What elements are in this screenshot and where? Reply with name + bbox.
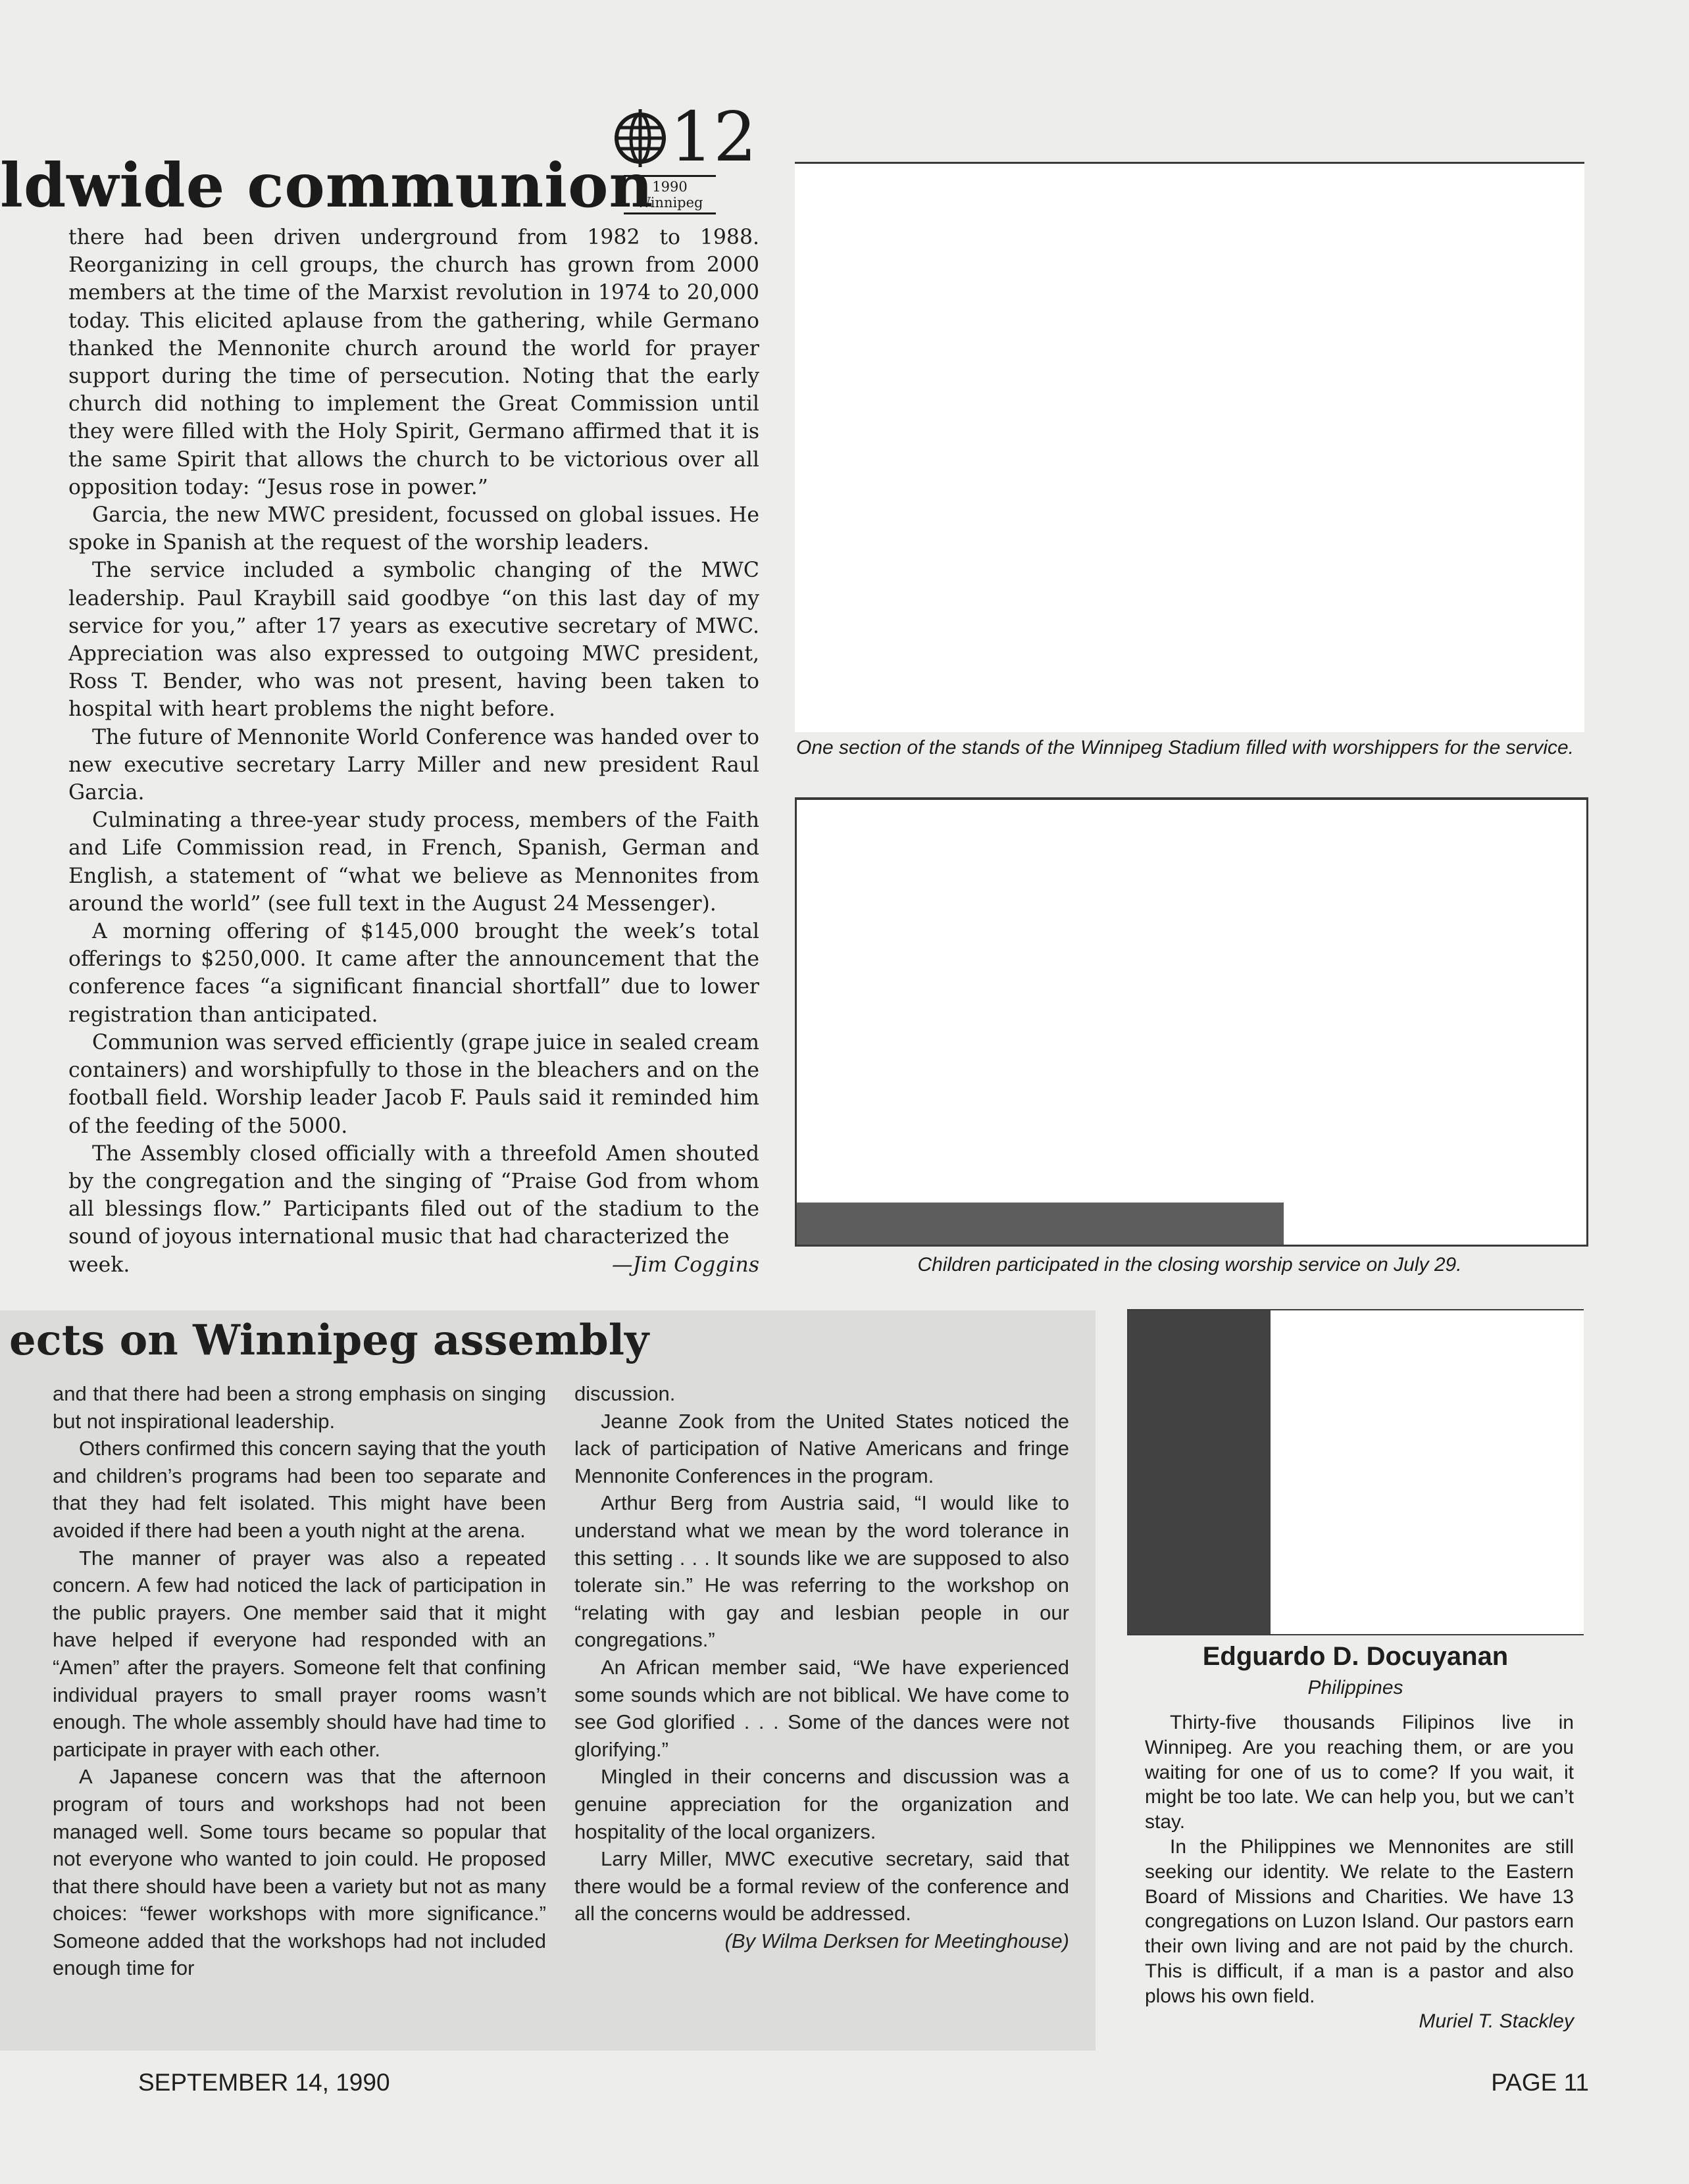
profile-signature: Muriel T. Stackley <box>1419 2010 1574 2032</box>
photo-dark-band <box>1127 1310 1271 1634</box>
article-paragraph: there had been driven underground from 1982 to 1988. Reorganizing in cell groups, the church has grown from 2000 members at the time of the Marxist revolution in 1974 to 20,000 today. This elicited aplause from the gathering, while Germano thanked the Mennonite church around the world for prayer support during the time of persecution. Noting that the early church did nothing to implement the Great Commission until they were filled with the Holy Spirit, Germano affirmed that it is the same Spirit that allows the church to be victorious over all opposition today: “Jesus rose in power.” <box>68 226 759 499</box>
article-paragraph: The service included a symbolic changing of the MWC leadership. Paul Kraybill said goodbye “on this last day of my service for you,” after 17 years as executive secretary of MWC. Appreciation was also expressed to outgoing MWC president, Ross T. Bender, who was not present, having been taken to hospital with heart problems the night before. <box>68 558 759 722</box>
globe-icon <box>612 108 668 168</box>
profile-name: Edguardo D. Docuyanan <box>1202 1642 1509 1671</box>
profile-paragraph: Thirty-five thousands Filipinos live in Winnipeg. Are you reaching them, or are you waiting for one of us to come? If you wait, it might be too late. We can help you, but we can’t stay. <box>1145 1712 1574 1833</box>
sidebar-column-left <box>53 1380 546 1982</box>
children-photo-caption: Children participated in the closing worship service on July 29. <box>917 1254 1462 1276</box>
stadium-photo-caption: One section of the stands of the Winnipeg Stadium filled with worshippers for the service. <box>796 737 1574 758</box>
logo-caption: 1990 Winnipeg <box>624 175 716 214</box>
profile-country: Philippines <box>1307 1677 1403 1699</box>
article-paragraph: The Assembly closed officially with a threefold Amen shouted by the congregation and the singing of “Praise God from whom all blessings flow.” Participants filed out of the stadium to the sound of joyous international music that had characterized the <box>68 1141 759 1249</box>
sidebar-paragraph: Larry Miller, MWC executive secretary, said that there would be a formal review of the conference and all the concerns would be addressed. <box>574 1847 1069 1925</box>
sidebar-paragraph: A Japanese concern was that the afternoon program of tours and workshops had not been managed well. Some tours became so popular that not everyone who wanted to join could. He proposed that there should have been a variety but not as many choices: “fewer workshops with more significance.” Someone added that the workshops had not included enough time for <box>53 1765 546 1980</box>
article-author: —Jim Coggins <box>611 1253 759 1277</box>
sidebar-paragraph: and that there had been a strong emphasis on singing but not inspirational leadership. <box>53 1382 546 1433</box>
sidebar-column-right <box>574 1380 1069 1954</box>
logo-number: 12 <box>670 97 757 177</box>
article-body <box>68 224 759 1279</box>
sidebar-title: ects on Winnipeg assembly <box>9 1316 649 1365</box>
article-paragraph: Communion was served efficiently (grape juice in sealed cream containers) and worshipfully to those in the bleachers and on the football field. Worship leader Jacob F. Pauls said it reminded him of the feeding of the 5000. <box>68 1030 759 1138</box>
sidebar-paragraph: An African member said, “We have experienced some sounds which are not biblical. We have come to see God glorified . . . Some of the dances were not glorifying.” <box>574 1655 1069 1761</box>
footer-page-number: PAGE 11 <box>1491 2069 1589 2096</box>
article-headline: ldwide communion <box>0 150 654 221</box>
sidebar-paragraph: Jeanne Zook from the United States noticed the lack of participation of Native Americans and fringe Mennonite Conferences in the program. <box>574 1409 1069 1487</box>
photo-dark-band <box>797 1203 1284 1245</box>
profile-body <box>1145 1710 1574 2033</box>
sidebar-paragraph: Mingled in their concerns and discussion was a genuine appreciation for the organization and hospitality of the local organizers. <box>574 1765 1069 1843</box>
article-paragraph: A morning offering of $145,000 brought the week’s total offerings to $250,000. It came after the announcement that the conference faces “a significant financial shortfall” due to lower registration than anticipated. <box>68 920 759 1027</box>
sidebar-paragraph: The manner of prayer was also a repeated concern. A few had noticed the lack of participation in the public prayers. One member said that it might have helped if everyone had responded with an “Amen” after the prayers. Someone felt that confining individual prayers to small prayer rooms wasn’t enough. The whole assembly should have had time to participate in prayer with each other. <box>53 1546 546 1761</box>
profile-photo <box>1127 1309 1584 1635</box>
article-paragraph: Garcia, the new MWC president, focussed on global issues. He spoke in Spanish at the request of the worship leaders. <box>68 503 759 555</box>
children-photo <box>795 797 1588 1247</box>
stadium-photo <box>795 162 1584 732</box>
article-signoff <box>68 1251 759 1279</box>
article-paragraph: The future of Mennonite World Conference was handed over to new executive secretary Larry Miller and new president Raul Garcia. <box>68 725 759 805</box>
sidebar-byline: (By Wilma Derksen for Meetinghouse) <box>724 1929 1069 1952</box>
assembly-logo <box>612 97 757 211</box>
profile-paragraph: In the Philippines we Mennonites are still seeking our identity. We relate to the Eastern Board of Missions and Charities. We have 13 congregations on Luzon Island. Our pastors earn their own living and are not paid by the church. This is difficult, if a man is a pastor and also plows his own field. <box>1145 1835 1574 2007</box>
sidebar-paragraph: Others confirmed this concern saying that the youth and children’s programs had been too separate and that they had felt isolated. This might have been avoided if there had been a youth night at the arena. <box>53 1437 546 1542</box>
article-paragraph: Culminating a three-year study process, members of the Faith and Life Commission read, in French, Spanish, German and English, a statement of “what we believe as Mennonites from around the world” (see full text in the August 24 Messenger). <box>68 808 759 916</box>
sidebar-paragraph: discussion. <box>574 1382 676 1405</box>
footer-date: SEPTEMBER 14, 1990 <box>138 2069 390 2096</box>
sidebar-paragraph: Arthur Berg from Austria said, “I would like to understand what we mean by the word tolerance in this setting . . . It sounds like we are supposed to also tolerate sin.” He was referring to the workshop on “relating with gay and lesbian people in our congregations.” <box>574 1491 1069 1652</box>
article-last-word: week. <box>68 1253 130 1277</box>
